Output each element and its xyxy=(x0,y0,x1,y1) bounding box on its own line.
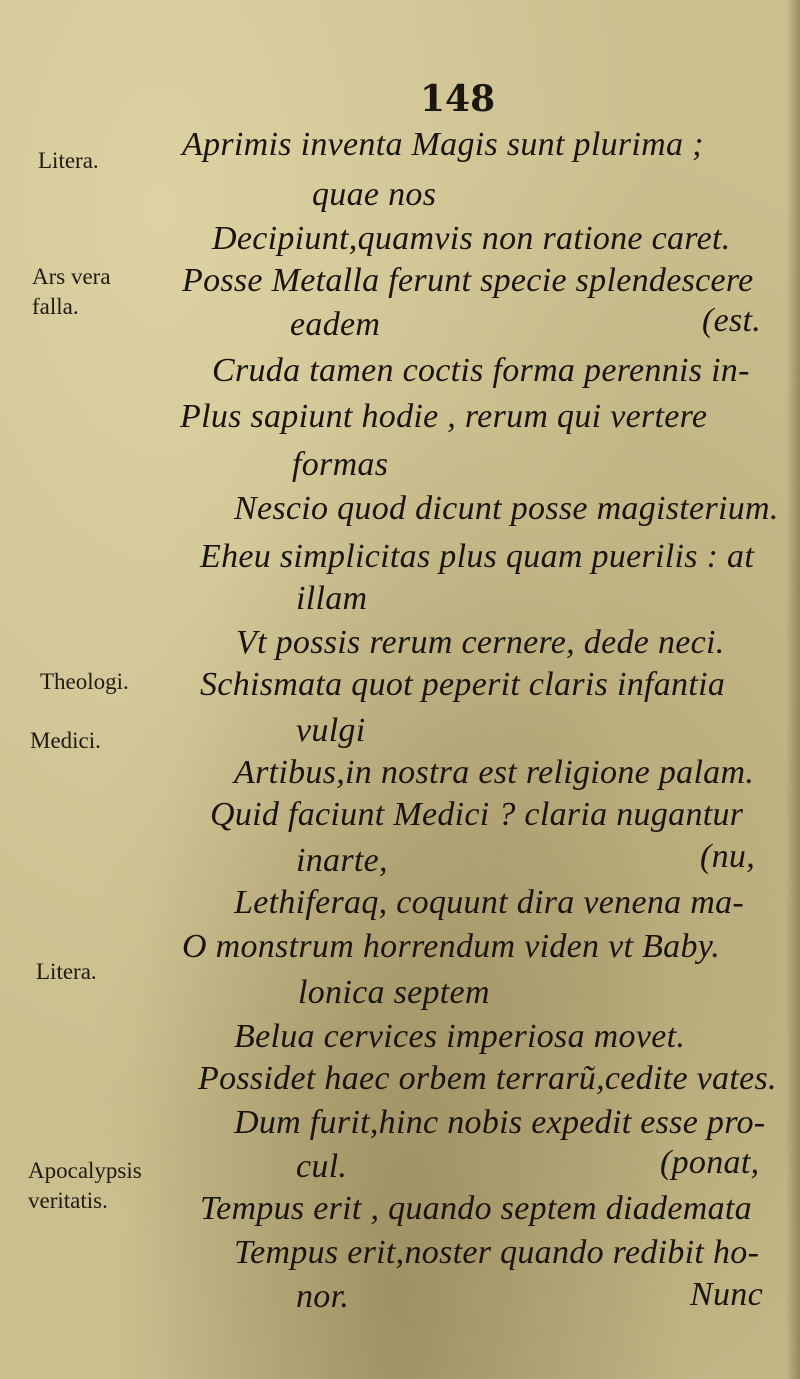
verse-line: Posse Metalla ferunt specie splendescere xyxy=(182,262,754,299)
margin-note-apocalypsis: Apocalypsis veritatis. xyxy=(28,1158,142,1213)
verse-line: inarte, xyxy=(296,842,388,879)
verse-line: Eheu simplicitas plus quam puerilis : at xyxy=(200,538,755,575)
verse-line: Decipiunt,quamvis non ratione caret. xyxy=(212,220,731,257)
verse-line: Aprimis inventa Magis sunt plurima ; xyxy=(182,126,704,163)
verse-line: Nescio quod dicunt posse magisterium. xyxy=(234,490,779,527)
verse-line: cul. xyxy=(296,1148,348,1185)
verse-line: quae nos xyxy=(312,176,437,213)
verse-line: illam xyxy=(296,580,368,617)
verse-line: Schismata quot peperit claris infantia xyxy=(200,666,726,703)
verse-line: Tempus erit , quando septem diademata xyxy=(200,1190,752,1227)
verse-line: Nunc xyxy=(690,1276,763,1313)
verse-line: (ponat, xyxy=(660,1144,760,1181)
margin-note-theologi: Theologi. xyxy=(40,669,129,694)
page-number: 148 xyxy=(420,78,496,120)
page-edge-shadow xyxy=(786,0,800,1379)
verse-line: Possidet haec orbem terrarũ,cedite vates. xyxy=(198,1060,777,1097)
verse-line: eadem xyxy=(290,306,381,343)
verse-line: Cruda tamen coctis forma perennis in- xyxy=(212,352,750,389)
margin-note-ars-vera-falla: Ars vera falla. xyxy=(32,264,111,319)
verse-line: O monstrum horrendum viden vt Baby. xyxy=(182,928,721,965)
verse-line: formas xyxy=(292,446,389,483)
verse-line: lonica septem xyxy=(298,974,490,1011)
verse-line: Artibus,in nostra est religione palam. xyxy=(234,754,755,791)
verse-line: (est. xyxy=(702,302,762,339)
verse-line: Plus sapiunt hodie , rerum qui vertere xyxy=(180,398,708,435)
verse-line: (nu, xyxy=(700,838,756,875)
verse-line: Dum furit,hinc nobis expedit esse pro- xyxy=(234,1104,766,1141)
verse-line: Lethiferaq, coquunt dira venena ma- xyxy=(234,884,745,921)
verse-line: nor. xyxy=(296,1278,350,1315)
margin-note-medici: Medici. xyxy=(30,728,101,753)
margin-note-litera: Litera. xyxy=(38,148,99,173)
verse-line: Vt possis rerum cernere, dede neci. xyxy=(236,624,725,661)
verse-line: vulgi xyxy=(296,712,366,749)
verse-line: Tempus erit,noster quando redibit ho- xyxy=(234,1234,760,1271)
margin-note-litera-2: Litera. xyxy=(36,959,97,984)
verse-line: Quid faciunt Medici ? claria nugantur xyxy=(210,796,744,833)
verse-line: Belua cervices imperiosa movet. xyxy=(234,1018,686,1055)
